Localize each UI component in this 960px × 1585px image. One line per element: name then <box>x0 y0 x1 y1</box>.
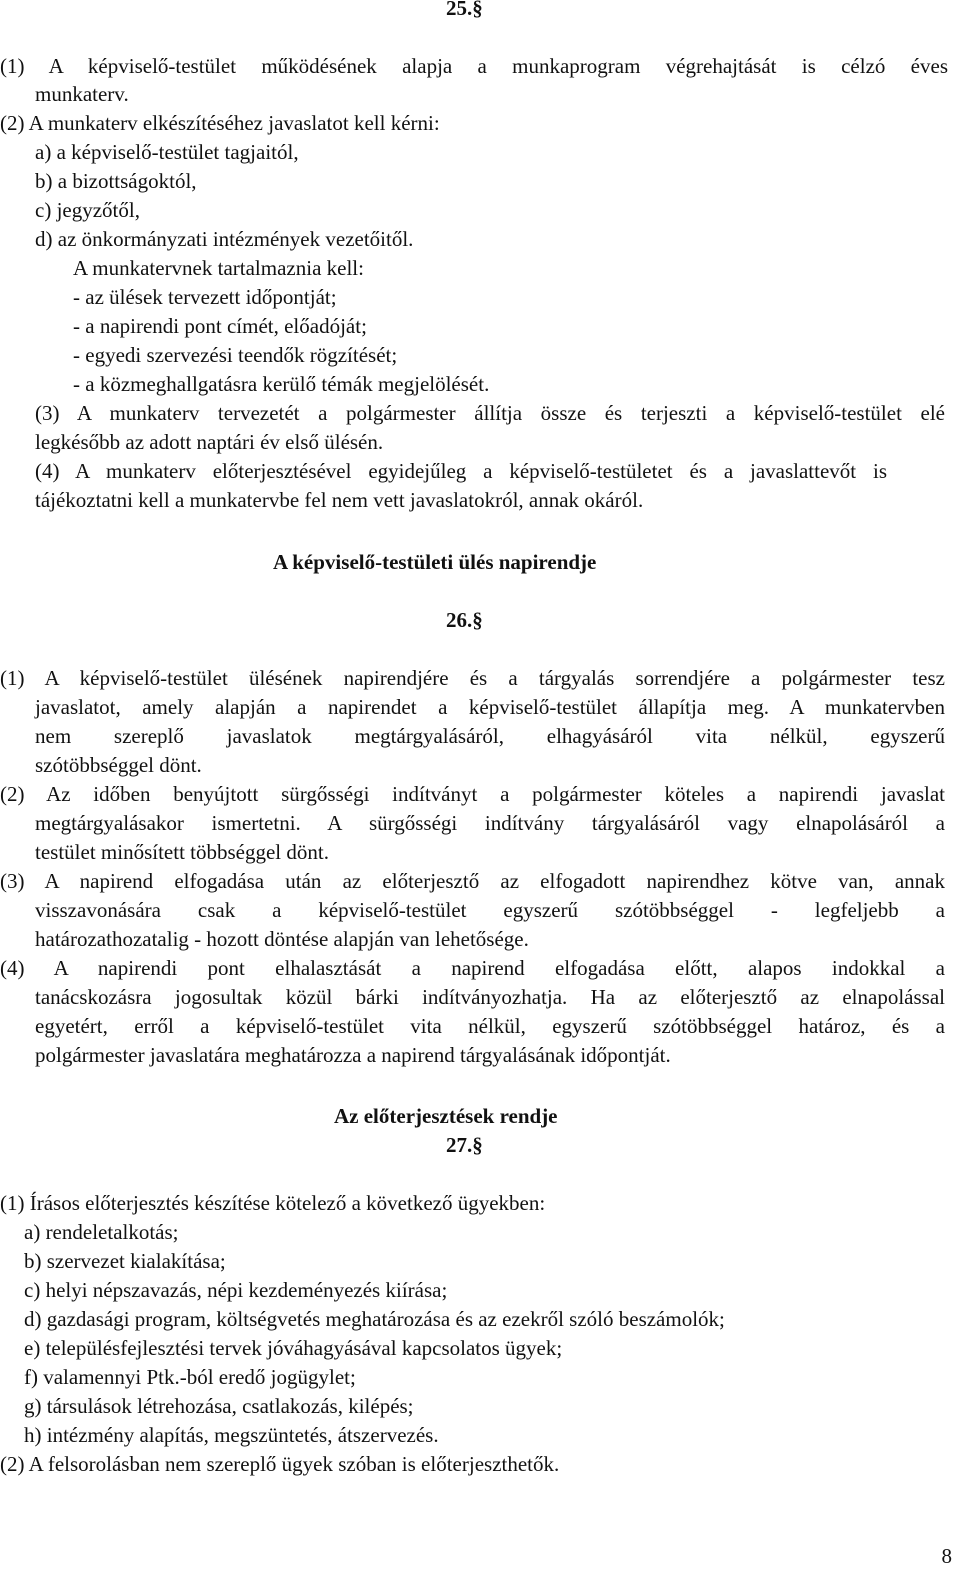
s27-line-9: h) intézmény alapítás, megszüntetés, átszervezés. <box>24 1423 439 1447</box>
s25-line-11: - egyedi szervezési teendők rögzítését; <box>73 343 398 367</box>
s25-line-7: d) az önkormányzati intézmények vezetőitől. <box>35 227 414 251</box>
s26-line-10: határozathozatalig - hozott döntése alapján van lehetősége. <box>35 927 529 951</box>
s25-line-6: c) jegyzőtől, <box>35 198 140 222</box>
section-25-heading: 25.§ <box>446 0 483 20</box>
s27-line-4: c) helyi népszavazás, népi kezdeményezés kiírása; <box>24 1278 448 1302</box>
s26-line-6: megtárgyalásakor ismertetni. A sürgősségi indítvány tárgyalásáról vagy elnapolásáról a <box>35 811 945 835</box>
s26-line-12: tanácskozásra jogosultak közül bárki indítványozhatja. Ha az előterjesztő az elnapolással <box>35 985 945 1009</box>
s25-line-3: (2) A munkaterv elkészítéséhez javaslatot kell kérni: <box>0 111 440 135</box>
s27-line-5: d) gazdasági program, költségvetés meghatározása és az ezekről szóló beszámolók; <box>24 1307 725 1331</box>
s26-line-14: polgármester javaslatára meghatározza a napirend tárgyalásának időpontját. <box>35 1043 671 1067</box>
s25-line-9: - az ülések tervezett időpontját; <box>73 285 337 309</box>
s27-line-7: f) valamennyi Ptk.-ból eredő jogügylet; <box>24 1365 356 1389</box>
s25-line-16: tájékoztatni kell a munkatervbe fel nem vett javaslatokról, annak okáról. <box>35 488 644 512</box>
s27-line-10: (2) A felsorolásban nem szereplő ügyek szóban is előterjeszthetők. <box>0 1452 560 1476</box>
section-26-heading: 26.§ <box>446 608 483 632</box>
s25-line-15: (4) A munkaterv előterjesztésével egyidejűleg a képviselő-testületet és a javaslattevőt is <box>35 459 887 483</box>
s25-line-13: (3) A munkaterv tervezetét a polgármester állítja össze és terjeszti a képviselő-testület elé <box>35 401 945 425</box>
s26-line-7: testület minősített többséggel dönt. <box>35 840 329 864</box>
s26-line-1: (1) A képviselő-testület ülésének napirendjére és a tárgyalás sorrendjére a polgármester tesz <box>0 666 945 690</box>
s25-line-1: (1) A képviselő-testület működésének alapja a munkaprogram végrehajtását is célzó éves <box>0 54 948 78</box>
s26-line-9: visszavonására csak a képviselő-testület egyszerű szótöbbséggel - legfeljebb a <box>35 898 945 922</box>
s25-line-10: - a napirendi pont címét, előadóját; <box>73 314 367 338</box>
s25-line-5: b) a bizottságoktól, <box>35 169 197 193</box>
s26-line-4: szótöbbséggel dönt. <box>35 753 202 777</box>
s27-line-6: e) településfejlesztési tervek jóváhagyásával kapcsolatos ügyek; <box>24 1336 563 1360</box>
s25-line-4: a) a képviselő-testület tagjaitól, <box>35 140 299 164</box>
s27-line-3: b) szervezet kialakítása; <box>24 1249 226 1273</box>
section-title-napirend: A képviselő-testületi ülés napirendje <box>273 550 597 574</box>
s26-line-5: (2) Az időben benyújtott sürgősségi indítványt a polgármester köteles a napirendi javaslat <box>0 782 945 806</box>
s26-line-8: (3) A napirend elfogadása után az előterjesztő az elfogadott napirendhez kötve van, annak <box>0 869 945 893</box>
s26-line-11: (4) A napirendi pont elhalasztását a napirend elfogadása előtt, alapos indokkal a <box>0 956 945 980</box>
s25-line-2: munkaterv. <box>35 82 129 106</box>
s27-line-2: a) rendeletalkotás; <box>24 1220 179 1244</box>
s26-line-13: egyetért, erről a képviselő-testület vita nélkül, egyszerű szótöbbséggel határoz, és a <box>35 1014 945 1038</box>
page-number: 8 <box>941 1544 952 1568</box>
section-title-eloterjesztesek: Az előterjesztések rendje <box>334 1104 558 1128</box>
s25-line-12: - a közmeghallgatásra kerülő témák megjelölését. <box>73 372 490 396</box>
section-27-heading: 27.§ <box>446 1133 483 1157</box>
s26-line-3: nem szereplő javaslatok megtárgyalásáról, elhagyásáról vita nélkül, egyszerű <box>35 724 945 748</box>
s27-line-8: g) társulások létrehozása, csatlakozás, kilépés; <box>24 1394 414 1418</box>
s25-line-14: legkésőbb az adott naptári év első ülésén. <box>35 430 384 454</box>
s26-line-2: javaslatot, amely alapján a napirendet a képviselő-testület állapítja meg. A munkatervben <box>35 695 945 719</box>
s25-line-8: A munkatervnek tartalmaznia kell: <box>73 256 364 280</box>
s27-line-1: (1) Írásos előterjesztés készítése kötelező a következő ügyekben: <box>0 1191 546 1215</box>
